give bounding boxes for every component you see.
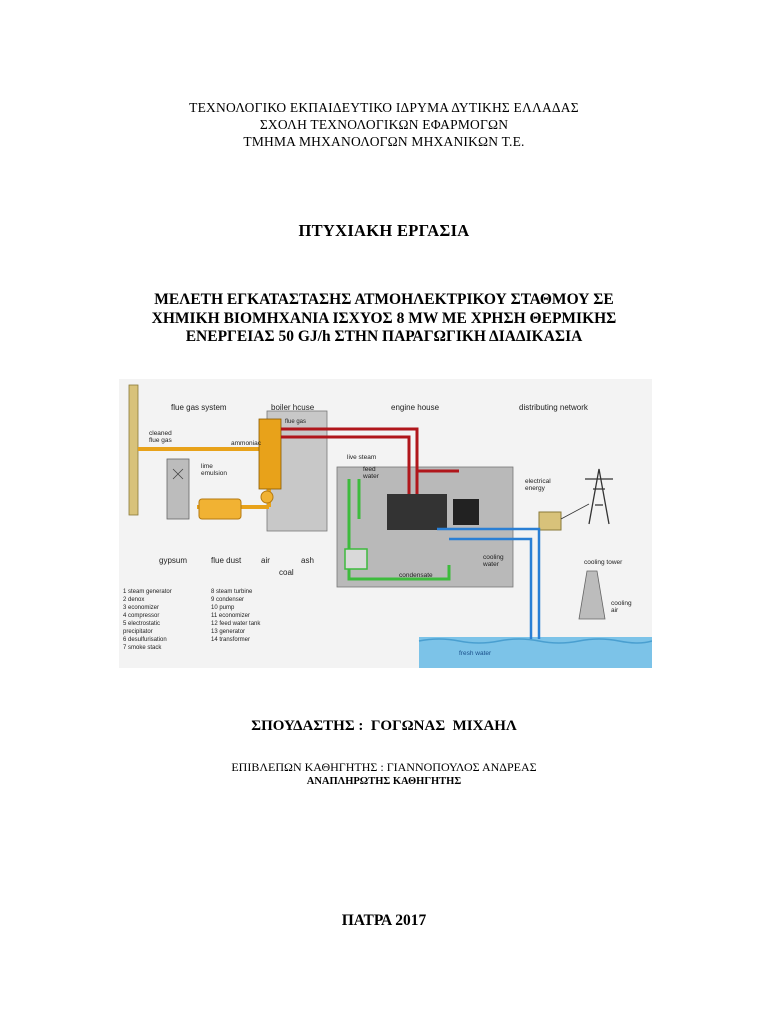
legend-item: 2 denox [123, 597, 145, 603]
document-type: ΠΤΥΧΙΑΚΗ ΕΡΓΑΣΙΑ [298, 221, 470, 240]
thesis-title [0, 291, 768, 347]
power-plant-diagram [119, 379, 652, 668]
legend-item: 3 economizer [123, 605, 160, 611]
institution-header [0, 99, 768, 150]
smoke-stack [129, 385, 138, 515]
transformer [539, 512, 561, 530]
label-energy: energy [525, 485, 545, 492]
label-cooling-tower: cooling tower [584, 559, 623, 566]
economizer [261, 491, 273, 503]
label-cleaned: cleaned [149, 430, 172, 437]
generator [453, 499, 479, 525]
thesis-title-line-1: ΜΕΛΕΤΗ ΕΓΚΑΤΑΣΤΑΣΗΣ ΑΤΜΟΗΛΕΚΤΡΙΚΟΥ ΣΤΑΘΜΟΥ ΣΕ [154, 291, 614, 308]
legend-item: 13 generator [211, 629, 246, 635]
label-electrical: electrical [525, 478, 551, 485]
label-water: water [363, 473, 379, 480]
section-boiler-house: boiler hcuse [271, 403, 315, 412]
legend-item: 14 transformer [211, 637, 251, 643]
legend-item: 5 electrostatic [123, 621, 161, 627]
place-and-year: ΠΑΤΡΑ 2017 [341, 912, 427, 929]
label-gypsum: gypsum [159, 556, 188, 565]
section-flue-gas-system: flue gas system [171, 403, 227, 412]
label-cooling: cooling [483, 554, 504, 561]
label-flue-dust: flue dust [211, 556, 242, 565]
supervisor-name: ΕΠΙΒΛΕΠΩΝ ΚΑΘΗΓΗΤΗΣ : ΓΙΑΝΝΟΠΟΥΛΟΣ ΑΝΔΡΕΑΣ [231, 760, 537, 774]
legend-item: 8 steam turbine [211, 589, 253, 595]
label-lime: lime [201, 463, 213, 470]
legend-item: 4 compressor [123, 613, 160, 619]
label-cooling-air-2: air [611, 607, 619, 614]
section-distributing-network: distributing network [519, 403, 588, 412]
label-fresh-water: fresh water [459, 650, 492, 657]
assistant-professor-label: ΑΝΑΠΛΗΡΩΤΗΣ ΚΑΘΗΓΗΤΗΣ [306, 776, 462, 787]
legend-item: 9 condenser [211, 597, 245, 603]
legend-item: 11 economizer [211, 613, 250, 619]
fresh-water-basin [419, 637, 652, 668]
label-emulsion: emulsion [201, 470, 228, 477]
label-flue-gas-short: flue gas [285, 419, 307, 425]
student-name: ΣΠΟΥΔΑΣΤΗΣ : ΓΟΓΩΝΑΣ ΜΙΧΑΗΛ [251, 718, 517, 734]
label-air: air [261, 556, 270, 565]
section-engine-house: engine house [391, 403, 440, 412]
department-name: ΤΜΗΜΑ ΜΗΧΑΝΟΛΟΓΩΝ ΜΗΧΑΝΙΚΩΝ Τ.Ε. [243, 134, 525, 149]
label-coal: coal [279, 568, 294, 577]
school-name: ΣΧΟΛΗ ΤΕΧΝΟΛΟΓΙΚΩΝ ΕΦΑΡΜΟΓΩΝ [259, 117, 509, 132]
label-ash: ash [301, 556, 314, 565]
desulfurisation-unit [167, 459, 189, 519]
label-flue-gas: flue gas [149, 437, 172, 444]
steam-generator [259, 419, 281, 489]
legend-item: 1 steam generator [123, 589, 172, 595]
label-ammoniac: ammoniac [231, 440, 261, 447]
label-feed: feed [363, 466, 376, 473]
label-condensate: condensate [399, 572, 433, 579]
thesis-title-line-2: ΧΗΜΙΚΗ ΒΙΟΜΗΧΑΝΙΑ ΙΣΧΥΟΣ 8 MW ΜΕ ΧΡΗΣΗ ΘΕΡΜΙΚΗΣ [151, 309, 617, 327]
feed-water-tank [345, 549, 367, 569]
legend-item: precipitator [123, 629, 153, 635]
legend-item: 12 feed water tank [211, 621, 261, 627]
electrostatic-precipitator [199, 499, 241, 519]
steam-turbine [387, 494, 447, 530]
label-cooling-air-1: cooling [611, 600, 632, 607]
thesis-title-line-3: ΕΝΕΡΓΕΙΑΣ 50 GJ/h ΣΤΗΝ ΠΑΡΑΓΩΓΙΚΗ ΔΙΑΔΙΚΑΣΙΑ [185, 328, 583, 345]
legend-item: 10 pump [211, 605, 235, 611]
legend-item: 6 desulfurisation [123, 637, 167, 643]
institution-name: ΤΕΧΝΟΛΟΓΙΚΟ ΕΚΠΑΙΔΕΥΤΙΚΟ ΙΔΡΥΜΑ ΔΥΤΙΚΗΣ ΕΛΛΑΔΑΣ [189, 100, 579, 115]
legend-item: 7 smoke stack [123, 645, 162, 651]
label-cooling-water: water [483, 561, 499, 568]
label-live-steam: live steam [347, 454, 377, 461]
